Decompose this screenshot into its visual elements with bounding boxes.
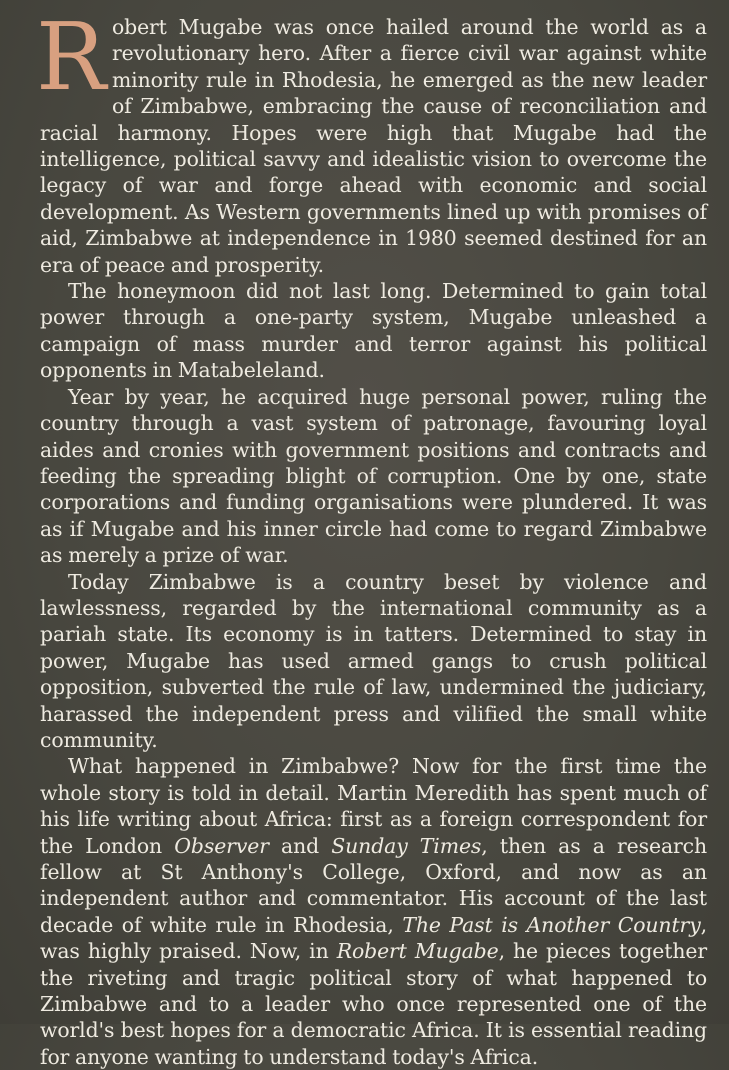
past-another-country-title: The Past is Another Country: [402, 912, 701, 937]
paragraph-1-text: obert Mugabe was once hailed around the world as a revolutionary hero. After a fierce civil war against white minority rule in Rhodesia, he emerged as the new leader of Zimbabwe, embracing the cause of reconciliation and racial harmony. Hopes were high that Mugabe had the intelligence, political savvy and idealistic vision to overcome the legacy of war and forge ahead with economic and social development. As Western governments lined up with promises of aid, Zimbabwe at independence in 1980 seemed destined for an era of peace and prosperity.: [40, 15, 707, 277]
paragraph-2: The honeymoon did not last long. Determined to gain total power through a one-party system, Mugabe unleashed a campaign of mass murder and terror against his political opponents in Matabeleland.: [40, 279, 707, 383]
paragraph-4: Today Zimbabwe is a country beset by violence and lawlessness, regarded by the international community as a pariah state. Its economy is in tatters. Determined to stay in power, Mugabe has used armed gangs to crush political opposition, subverted the rule of law, undermined the judiciary, harassed the independent press and vilified the small white community.: [40, 569, 707, 752]
paragraph-1: [36, 3, 707, 278]
robert-mugabe-title: Robert Mugabe: [336, 939, 499, 964]
paragraph-5: [40, 753, 707, 1070]
drop-cap: R: [36, 3, 106, 111]
observer-title: Observer: [174, 833, 269, 858]
paragraph-5-text-2: and: [268, 833, 332, 858]
paragraph-3: Year by year, he acquired huge personal power, ruling the country through a vast system of patronage, favouring loyal aides and cronies with government positions and contracts and feeding the spreading blight of corruption. One by one, state corporations and funding organisations were plundered. It was as if Mugabe and his inner circle had come to regard Zimbabwe as merely a prize of war.: [40, 384, 707, 568]
sunday-times-title: Sunday Times: [331, 833, 482, 858]
paragraph-5-text-4: , was highly praised. Now, in: [40, 912, 707, 964]
paragraph-5-text-1: What happened in Zimbabwe? Now for the first time the whole story is told in detail. Martin Meredith has spent much of his life writing about Africa: first as a foreign correspondent for the London: [40, 754, 707, 858]
paragraph-5-text-5: , he pieces together the riveting and tragic political story of what happened to Zimbabwe and to a leader who once represented one of the world's best hopes for a democratic Africa. It is essential reading for anyone wanting to understand today's Africa.: [40, 939, 707, 1069]
paragraph-5-text-3: , then as a research fellow at St Anthony's College, Oxford, and now as an independent author and commentator. His account of the last decade of white rule in Rhodesia,: [40, 833, 707, 937]
